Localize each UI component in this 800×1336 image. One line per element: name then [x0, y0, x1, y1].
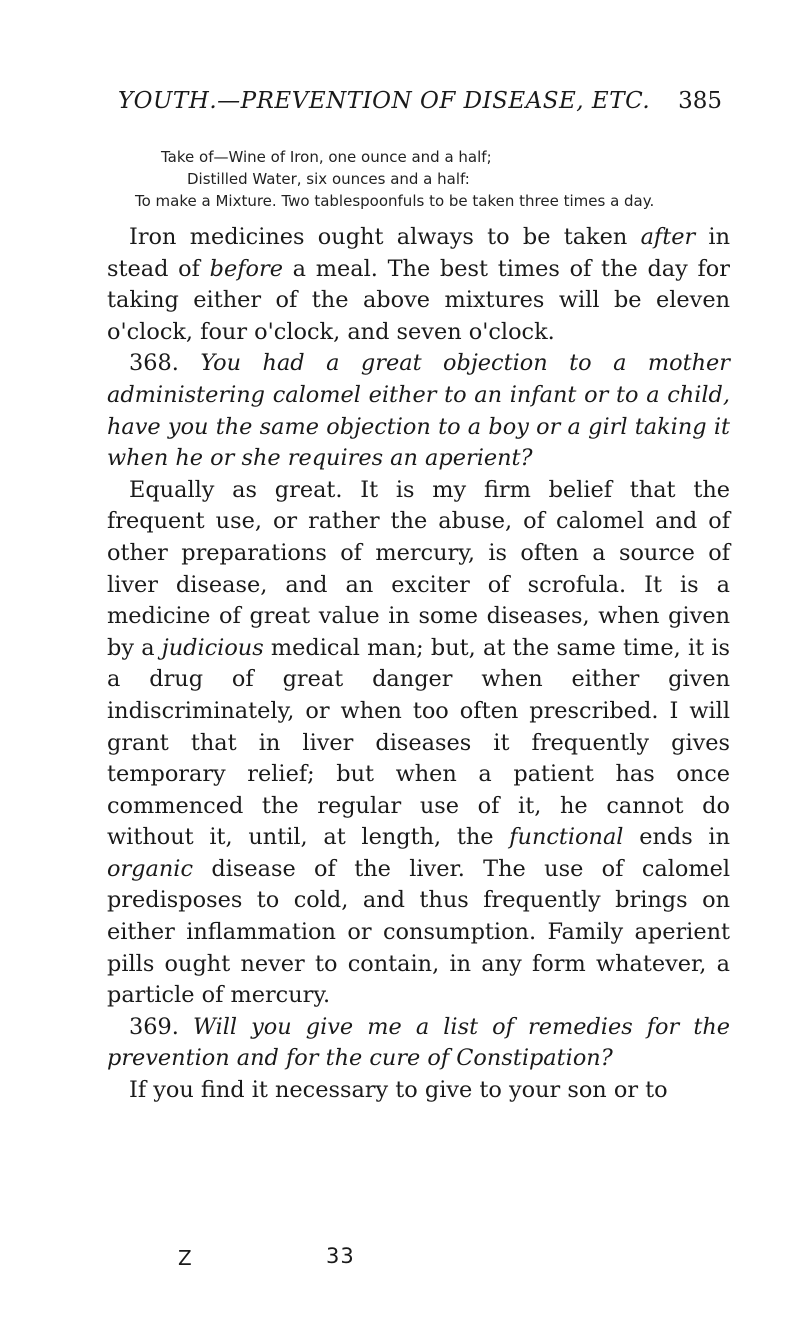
paragraph-iron-medicines [107, 222, 730, 348]
signature-mark: Z [178, 1246, 192, 1270]
italic-run: judicious [161, 634, 264, 661]
text-run: If you find it necessary to give to your son or to [129, 1077, 668, 1104]
body-text [107, 222, 730, 1107]
folio-number: 33 [326, 1244, 355, 1268]
question-369 [107, 1012, 730, 1075]
answer-369 [107, 1075, 730, 1107]
text-run: ends in [623, 824, 730, 851]
italic-run: organic [107, 855, 193, 882]
text-run: Iron medicines ought always to be taken [129, 224, 641, 250]
recipe-block [127, 146, 727, 212]
question-text: You had a great objection to a mother administering calomel either to an infant or to a child, have you the same objection to a boy or a girl taking it when he or she requires an aperient? [107, 350, 730, 472]
italic-run: before [209, 255, 283, 282]
question-368 [107, 348, 730, 474]
question-number: 368. [129, 350, 201, 377]
question-number: 369. [129, 1013, 193, 1040]
recipe-line-3: To make a Mixture. Two tablespoonfuls to be taken three times a day. [135, 192, 655, 210]
running-title: YOUTH.—PREVENTION OF DISEASE, ETC. [118, 88, 651, 114]
recipe-line-1: Take of—Wine of Iron, one ounce and a half; [161, 148, 492, 166]
question-text: Will you give me a list of remedies for the prevention and for the cure of Constipation? [107, 1013, 730, 1072]
text-run: medical man; but, at the same time, it is a drug of great danger when either given indiscriminately, or when too often prescribed. I will grant that in liver diseases it frequently gives temporary relief; but when a patient has once commenced the regular use of it, he cannot do without it, until, at length, the [107, 634, 730, 851]
recipe-line-2: Distilled Water, six ounces and a half: [187, 170, 470, 188]
text-run: Equally as great. It is my firm belief that the frequent use, or rather the abuse, of calomel and of other preparations of mercury, is often a source of liver disease, and an exciter of scrofula. It is a medicine of great value in some diseases, when given by a [107, 476, 730, 661]
text-run: disease of the liver. The use of calomel predisposes to cold, and thus frequently brings on either inflammation or consumption. Family aperient pills ought never to contain, in any form whatever, a particle of mercury. [107, 855, 730, 1009]
text-run: a meal. The best times of the day for taking either of the above mixtures will be eleven o'clock, four o'clock, and seven o'clock. [107, 255, 730, 345]
italic-run: after [640, 224, 696, 250]
running-header [118, 88, 722, 122]
text-run: in stead of [107, 224, 730, 282]
italic-run: functional [509, 824, 624, 851]
page-number: 385 [678, 88, 722, 114]
answer-368 [107, 475, 730, 1012]
